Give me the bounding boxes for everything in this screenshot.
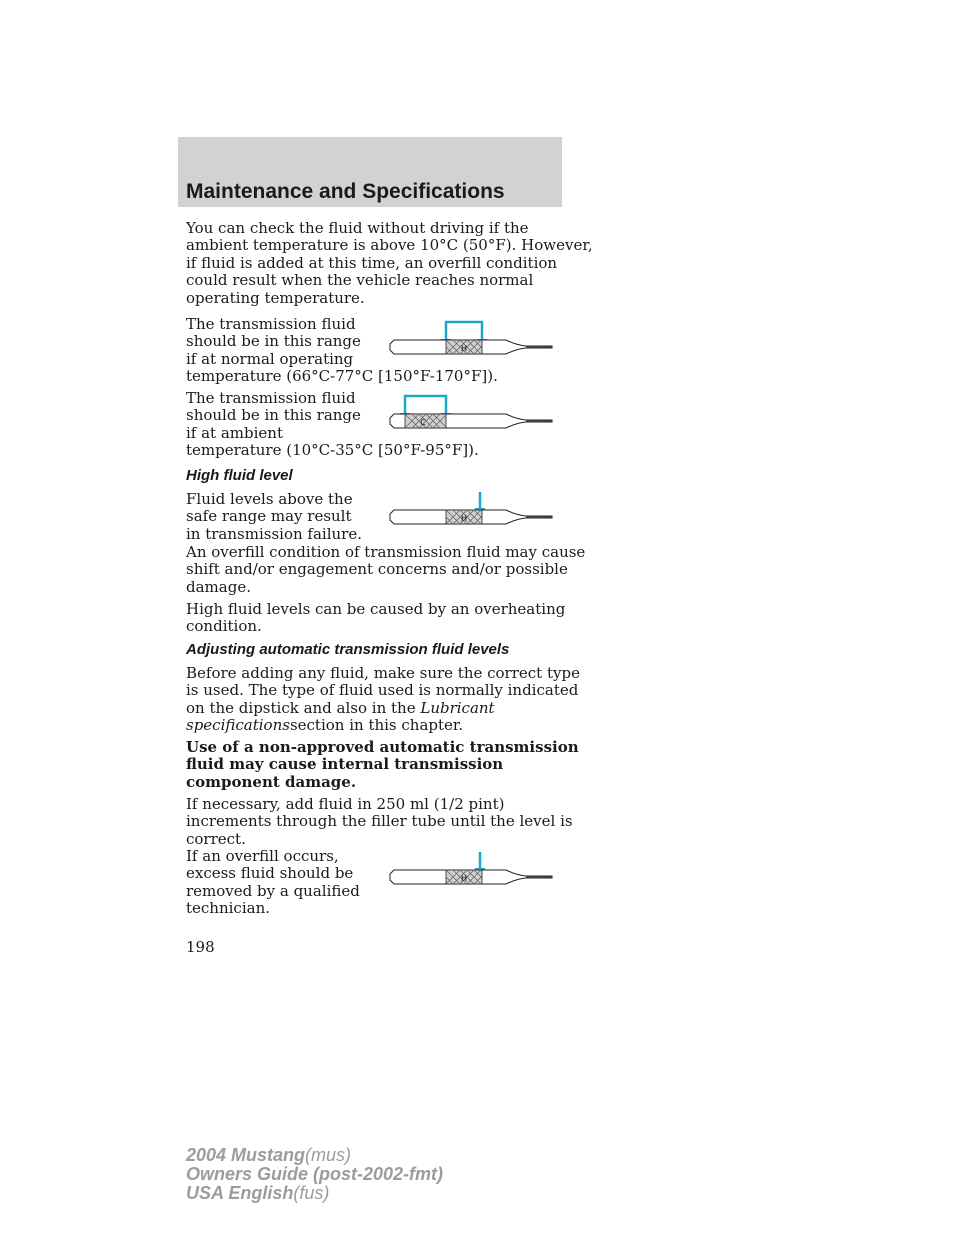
overfill-removal-paragraph: If an overfill occurs, excess fluid should be removed by a qualified technician. bbox=[186, 847, 360, 918]
fluid-type-paragraph: Before adding any fluid, make sure the correct type is used. The type of fluid used is normally indicated on the dipstick and also in the Lubricant specificationssection in this chapter. bbox=[186, 664, 580, 735]
overheating-paragraph: High fluid levels can be caused by an overheating condition. bbox=[186, 600, 566, 636]
adjusting-heading: Adjusting automatic transmission fluid levels bbox=[186, 641, 510, 658]
footer-model: 2004 Mustang bbox=[186, 1145, 306, 1165]
dipstick-mark-label: H bbox=[460, 514, 468, 523]
page-number: 198 bbox=[186, 938, 215, 956]
ambient-range-paragraph: The transmission fluid should be in this range if at ambient temperature (10°C-35°C [50°F-95°F]). bbox=[186, 389, 479, 460]
document-footer bbox=[186, 1146, 443, 1203]
dipstick-mark-label: C bbox=[420, 418, 426, 427]
section-title: Maintenance and Specifications bbox=[186, 180, 505, 203]
footer-language-code: (fus) bbox=[293, 1183, 330, 1203]
normal-range-paragraph: The transmission fluid should be in this range if at normal operating temperature (66°C-77°C [150°F-170°F]). bbox=[186, 315, 498, 386]
specifications-reference: specifications bbox=[186, 716, 290, 735]
dipstick-high-level-figure bbox=[386, 488, 556, 532]
footer-model-code: (mus) bbox=[305, 1145, 352, 1165]
dipstick-overfill-figure bbox=[386, 848, 556, 892]
increments-paragraph: If necessary, add fluid in 250 ml (1/2 pint) increments through the filler tube until the level is correct. bbox=[186, 795, 573, 848]
overfill-paragraph: An overfill condition of transmission fluid may cause shift and/or engagement concerns and/or possible damage. bbox=[186, 543, 586, 596]
intro-paragraph: You can check the fluid without driving if the ambient temperature is above 10°C (50°F). However, if fluid is added at this time, an overfill condition could result when the vehicle reaches normal operating temperature. bbox=[186, 219, 593, 307]
dipstick-mark-label: H bbox=[460, 874, 468, 883]
non-approved-fluid-warning: Use of a non-approved automatic transmission fluid may cause internal transmission component damage. bbox=[186, 738, 579, 791]
high-level-wrapped-paragraph: Fluid levels above the safe range may result in transmission failure. bbox=[186, 490, 362, 543]
dipstick-mark-label: H bbox=[460, 344, 468, 353]
high-fluid-level-heading: High fluid level bbox=[186, 467, 293, 484]
footer-guide: Owners Guide (post-2002-fmt) bbox=[186, 1164, 444, 1184]
lubricant-reference: Lubricant bbox=[420, 698, 495, 717]
footer-language: USA English bbox=[186, 1183, 294, 1203]
